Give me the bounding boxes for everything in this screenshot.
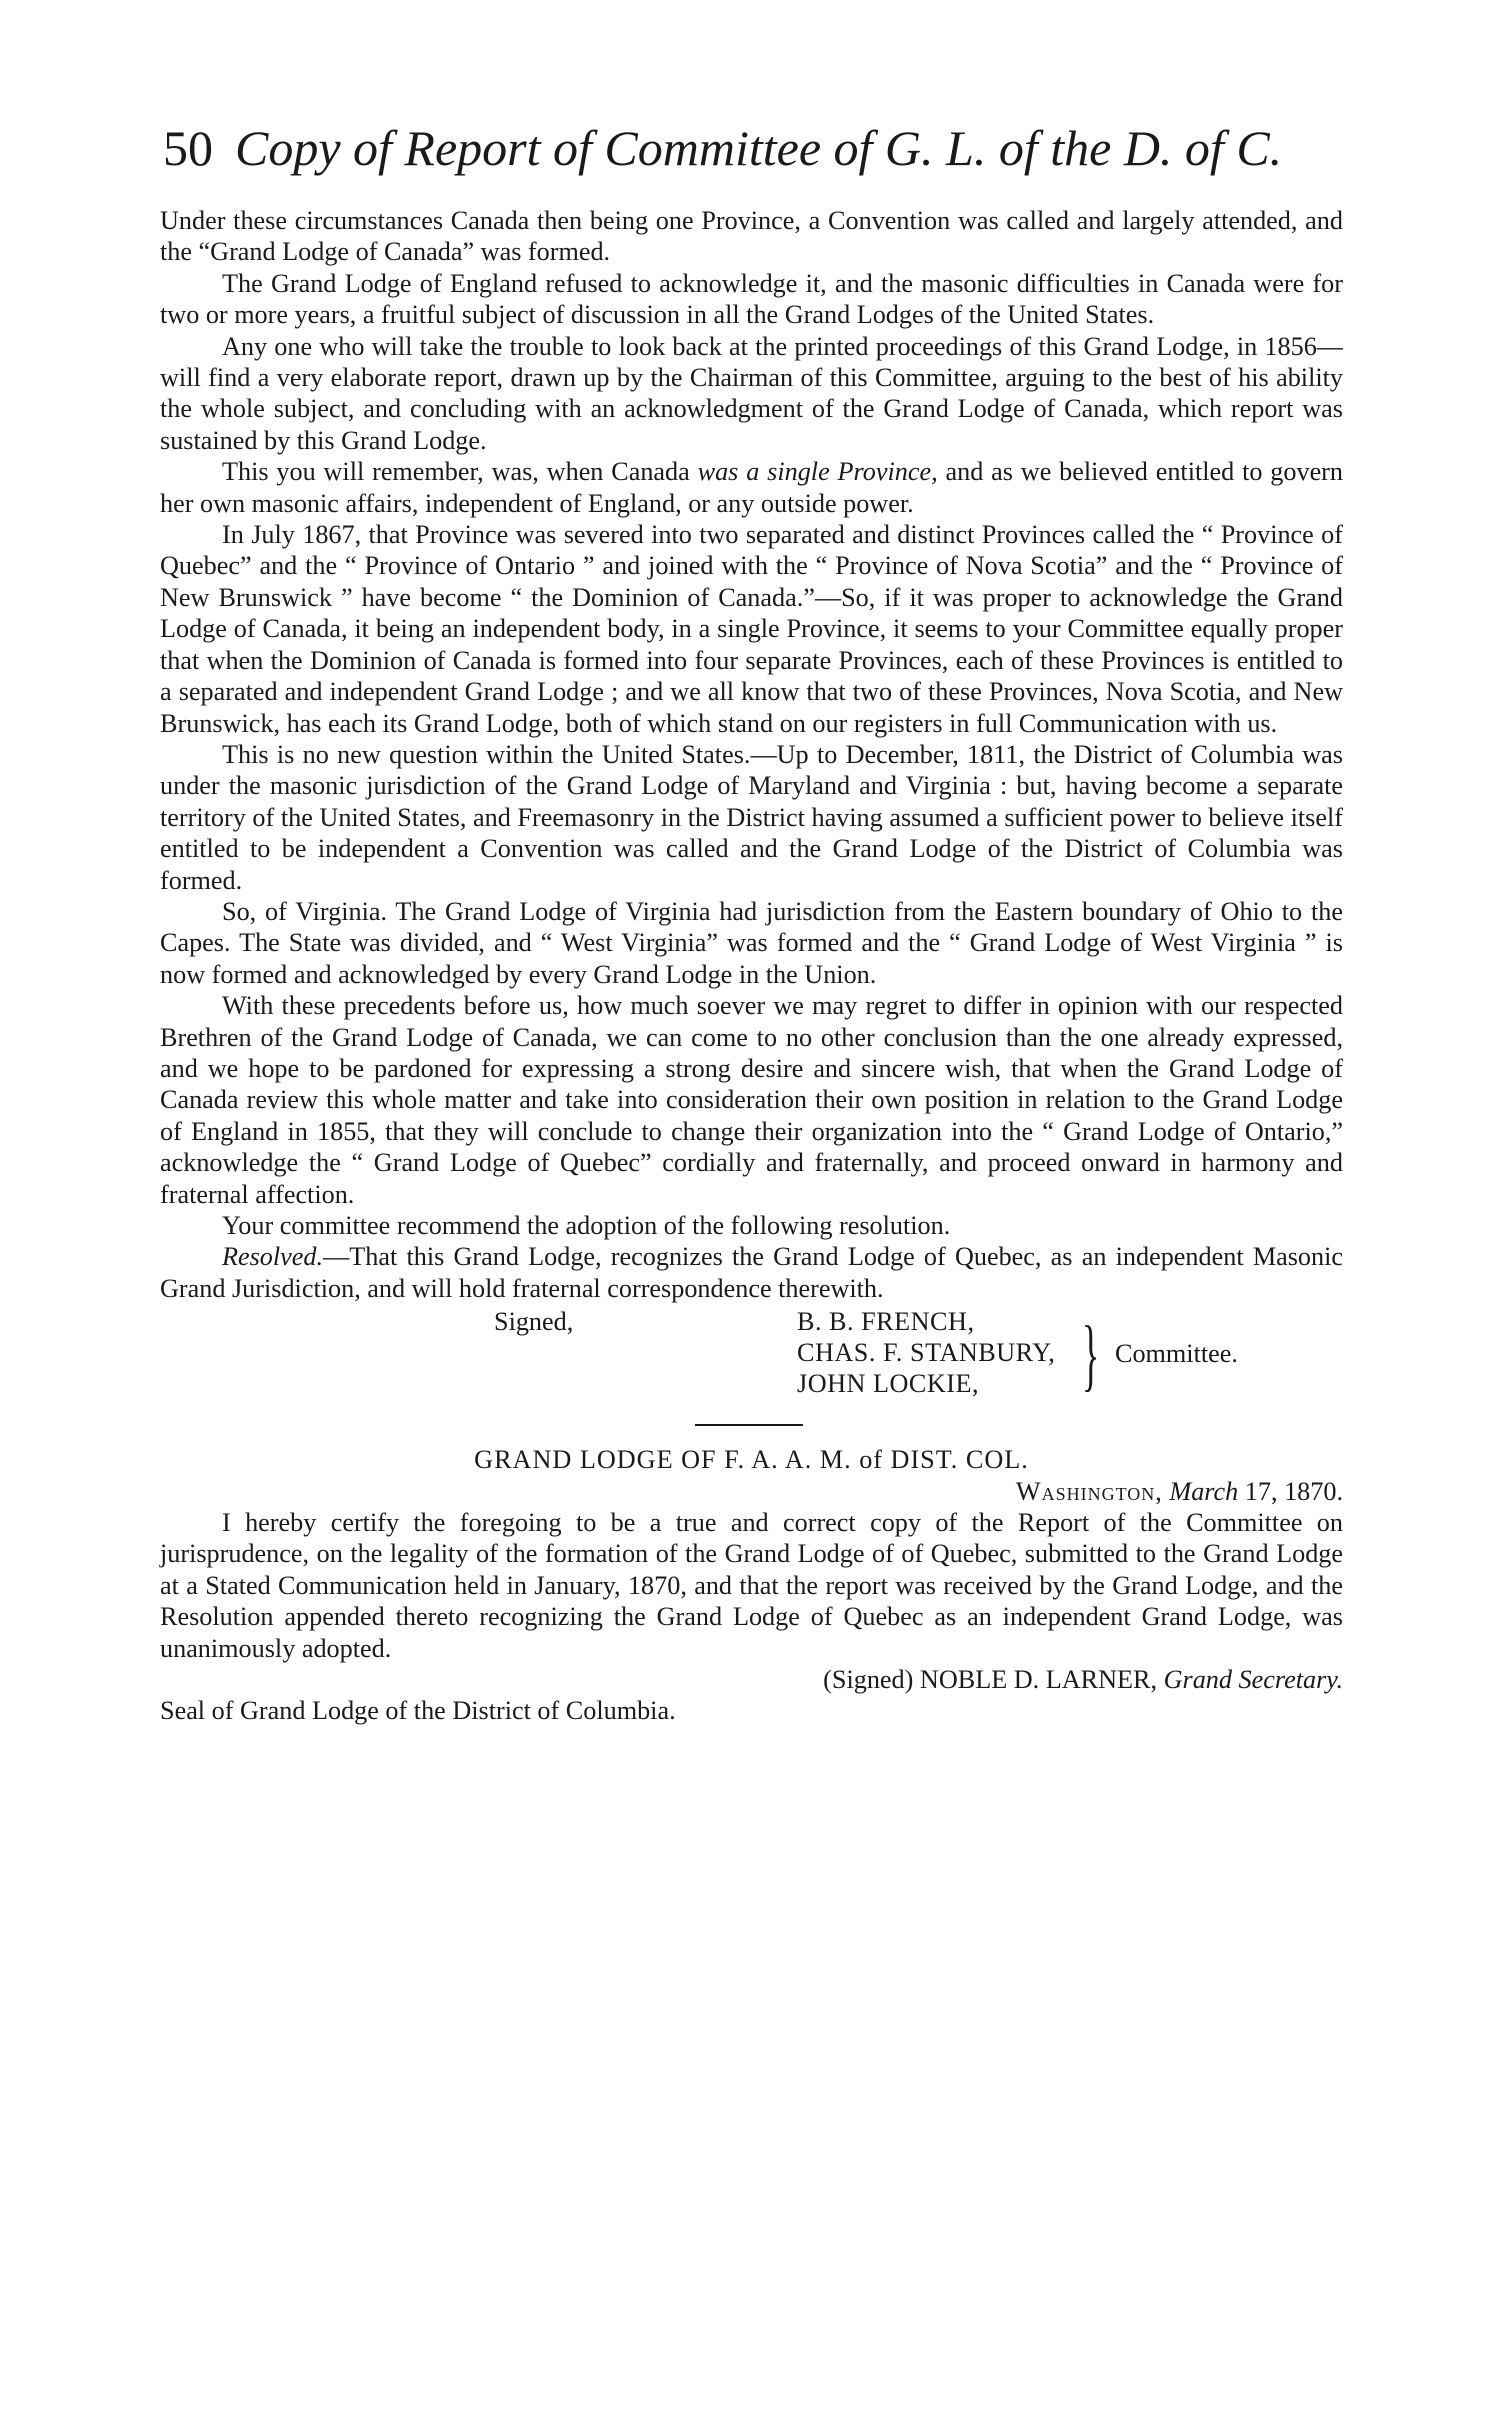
- paragraph-convention: Under these circumstances Canada then being one Province, a Convention was called and largely attended, and the “Grand Lodge of Canada” was formed.: [160, 206, 1343, 267]
- paragraph-virginia: So, of Virginia. The Grand Lodge of Virginia had jurisdiction from the Eastern boundary of Ohio to the Capes. The State was divided, and “ West Virginia” was formed and the “ Grand Lodge of West Virginia ” is now formed and acknowledged by every Grand Lodge in the Union.: [160, 896, 1343, 989]
- paragraph-district-columbia: This is no new question within the United States.—Up to December, 1811, the District of Columbia was under the masonic jurisdiction of the Grand Lodge of Maryland and Virginia : but, having become a separate territory of the United States, and Freemasonry in the District having assumed a sufficient power to believe itself entitled to be independent a Convention was called and the Grand Lodge of the District of Columbia was formed.: [160, 739, 1343, 895]
- dateline-month: March: [1169, 1476, 1239, 1506]
- signed-label: Signed,: [494, 1307, 574, 1337]
- province-text-italic: was a single Province,: [697, 457, 938, 487]
- signer-name: JOHN LOCKIE,: [797, 1369, 980, 1399]
- report-body: [160, 205, 1343, 1727]
- paragraph-1867-provinces: In July 1867, that Province was severed into two separated and distinct Provinces called the “ Province of Quebec” and the “ Province of Ontario ” and joined with the “ Province of Nova Scotia” and the “ Province of New Brunswick ” have become “ the Dominion of Canada.”—So, if it was proper to acknowledge the Grand Lodge of Canada, it being an independent body, in a single Province, it seems to your Committee equally proper that when the Dominion of Canada is formed into four separate Provinces, each of these Provinces is entitled to a separated and independent Grand Lodge ; and we all know that two of these Provinces, Nova Scotia, and New Brunswick, has each its Grand Lodge, both of which stand on our registers in full Communication with us.: [160, 520, 1343, 738]
- certification-heading: GRAND LODGE OF F. A. A. M. of DIST. COL.: [474, 1445, 1029, 1475]
- brace-symbol: }: [1082, 1311, 1100, 1400]
- resolution-text: —That this Grand Lodge, recognizes the Grand Lodge of Quebec, as an independent Masonic Grand Jurisdiction, and will hold fraternal correspondence therewith.: [160, 1242, 1343, 1303]
- secretary-signed-name: (Signed) NOBLE D. LARNER,: [823, 1665, 1158, 1695]
- province-text-before: This you will remember, was, when Canada: [222, 457, 690, 487]
- secretary-role: Grand Secretary.: [1163, 1665, 1343, 1695]
- running-title: Copy of Report of Committee of G. L. of the D. of C.: [235, 120, 1283, 176]
- running-header: [163, 118, 1282, 178]
- paragraph-england-refusal: The Grand Lodge of England refused to acknowledge it, and the masonic difficulties in Canada were for two or more years, a fruitful subject of discussion in all the Grand Lodges of the United States.: [160, 268, 1343, 330]
- paragraph-precedents: With these precedents before us, how much soever we may regret to differ in opinion with our respected Brethren of the Grand Lodge of Canada, we can come to no other conclusion than the one already expressed, and we hope to be pardoned for expressing a strong desire and sincere wish, that when the Grand Lodge of Canada review this whole matter and take into consideration their own position in relation to the Grand Lodge of England in 1855, that they will conclude to change their organization into the “ Grand Lodge of Ontario,” acknowledge the “ Grand Lodge of Quebec” cordially and fraternally, and proceed onward in harmony and fraternal affection.: [160, 991, 1343, 1209]
- resolution-label: Resolved.: [222, 1242, 324, 1272]
- signer-name: CHAS. F. STANBURY,: [797, 1338, 1056, 1368]
- dateline: [160, 1476, 1343, 1507]
- paragraph-single-province: [160, 456, 1343, 519]
- page-number: 50: [163, 120, 213, 176]
- secretary-signature: [160, 1664, 1343, 1695]
- committee-role: Committee.: [1115, 1339, 1238, 1369]
- dateline-day-year: 17, 1870.: [1244, 1476, 1343, 1506]
- paragraph-1856-report: Any one who will take the trouble to look back at the printed proceedings of this Grand Lodge, in 1856—will find a very elaborate report, drawn up by the Chairman of this Committee, arguing to the best of his ability the whole subject, and concluding with an acknowledgment of the Grand Lodge of Canada, which report was sustained by this Grand Lodge.: [160, 331, 1343, 455]
- committee-names: [797, 1306, 1055, 1399]
- seal-line: Seal of Grand Lodge of the District of Columbia.: [160, 1696, 676, 1726]
- divider-rule: [695, 1424, 803, 1426]
- certification-text: I hereby certify the foregoing to be a true and correct copy of the Report of the Committee on jurisprudence, on the legality of the formation of the Grand Lodge of of Quebec, submitted to the Grand Lodge at a Stated Communication held in January, 1870, and that the report was received by the Grand Lodge, and the Resolution appended thereto recognizing the Grand Lodge of Quebec as an independent Grand Lodge, was unanimously adopted.: [160, 1508, 1343, 1663]
- paragraph-recommendation: Your committee recommend the adoption of the following resolution.: [222, 1211, 951, 1240]
- signer-name: B. B. FRENCH,: [797, 1307, 975, 1337]
- province-text-after: and as we believed entitled to govern her own masonic affairs, independent of England, or any outside power.: [160, 457, 1344, 518]
- dateline-place: Washington,: [1015, 1476, 1163, 1506]
- resolution-paragraph: [160, 1241, 1343, 1304]
- signature-block: [160, 1306, 1343, 1410]
